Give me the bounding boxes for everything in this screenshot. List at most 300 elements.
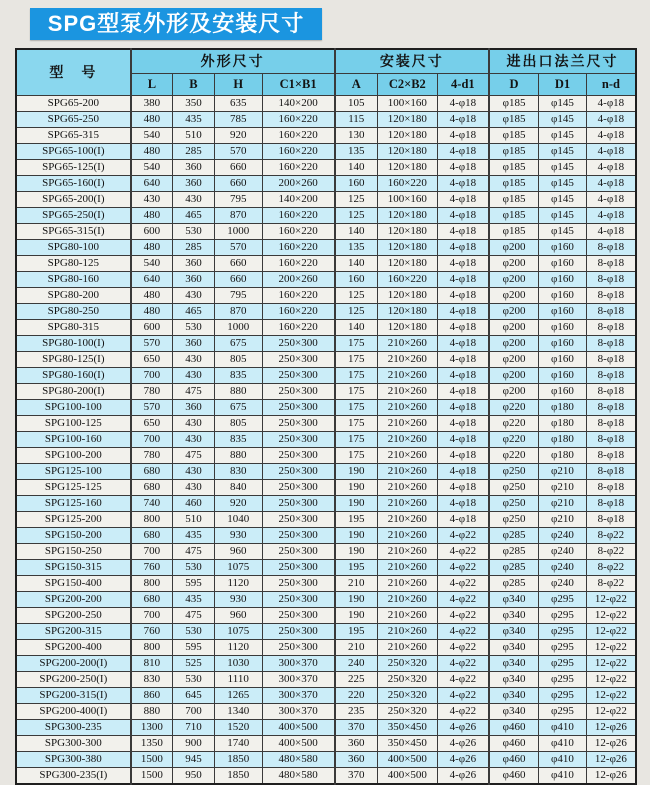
value-cell: 4-φ18 [437, 175, 489, 191]
value-cell: 880 [131, 703, 173, 719]
value-cell: 680 [131, 463, 173, 479]
table-row [16, 367, 636, 383]
value-cell: φ295 [539, 655, 587, 671]
value-cell: 700 [173, 703, 215, 719]
value-cell: 8-φ18 [586, 319, 636, 335]
table-row [16, 751, 636, 767]
value-cell: φ145 [539, 127, 587, 143]
value-cell: φ210 [539, 495, 587, 511]
value-cell: 1520 [214, 719, 262, 735]
value-cell: 4-φ22 [437, 559, 489, 575]
value-cell: 4-φ26 [437, 735, 489, 751]
table-row [16, 111, 636, 127]
value-cell: 120×180 [377, 207, 437, 223]
value-cell: φ180 [539, 399, 587, 415]
model-cell: SPG100-160 [16, 431, 131, 447]
value-cell: 210×260 [377, 591, 437, 607]
value-cell: 1850 [214, 767, 262, 784]
value-cell: 12-φ22 [586, 671, 636, 687]
value-cell: 285 [173, 239, 215, 255]
value-cell: 795 [214, 287, 262, 303]
value-cell: 300×370 [262, 671, 335, 687]
value-cell: 830 [131, 671, 173, 687]
value-cell: 540 [131, 127, 173, 143]
table-row [16, 559, 636, 575]
value-cell: 4-φ18 [586, 143, 636, 159]
value-cell: 870 [214, 303, 262, 319]
value-cell: 160×220 [377, 271, 437, 287]
value-cell: 920 [214, 495, 262, 511]
value-cell: 650 [131, 415, 173, 431]
value-cell: 835 [214, 367, 262, 383]
table-row [16, 191, 636, 207]
table-header [16, 49, 636, 95]
value-cell: 225 [335, 671, 378, 687]
value-cell: φ210 [539, 463, 587, 479]
value-cell: 4-φ18 [437, 351, 489, 367]
value-cell: φ160 [539, 319, 587, 335]
value-cell: 600 [131, 319, 173, 335]
table-body [16, 95, 636, 784]
value-cell: φ410 [539, 751, 587, 767]
value-cell: 510 [173, 127, 215, 143]
model-cell: SPG200-250 [16, 607, 131, 623]
value-cell: 210×260 [377, 415, 437, 431]
value-cell: 780 [131, 383, 173, 399]
value-cell: 8-φ18 [586, 303, 636, 319]
value-cell: 4-φ18 [586, 95, 636, 111]
value-cell: 135 [335, 143, 378, 159]
model-cell: SPG65-200(I) [16, 191, 131, 207]
value-cell: 795 [214, 191, 262, 207]
table-row [16, 351, 636, 367]
model-cell: SPG125-160 [16, 495, 131, 511]
value-cell: 4-φ18 [437, 319, 489, 335]
value-cell: 4-φ22 [437, 591, 489, 607]
value-cell: 210×260 [377, 367, 437, 383]
value-cell: 200×260 [262, 271, 335, 287]
column-header-a: A [335, 73, 378, 95]
value-cell: 125 [335, 191, 378, 207]
value-cell: 120×180 [377, 239, 437, 255]
value-cell: 115 [335, 111, 378, 127]
model-cell: SPG200-400(I) [16, 703, 131, 719]
value-cell: φ220 [489, 399, 539, 415]
value-cell: 190 [335, 479, 378, 495]
value-cell: 140 [335, 319, 378, 335]
model-cell: SPG200-400 [16, 639, 131, 655]
column-header-n-d: n-d [586, 73, 636, 95]
value-cell: 1075 [214, 623, 262, 639]
table-row [16, 543, 636, 559]
table-row [16, 271, 636, 287]
value-cell: 160×220 [262, 287, 335, 303]
value-cell: 675 [214, 399, 262, 415]
value-cell: 190 [335, 591, 378, 607]
value-cell: φ145 [539, 223, 587, 239]
value-cell: φ185 [489, 175, 539, 191]
table-row [16, 415, 636, 431]
value-cell: 250×300 [262, 575, 335, 591]
value-cell: 4-φ18 [437, 239, 489, 255]
value-cell: φ340 [489, 671, 539, 687]
value-cell: 430 [131, 191, 173, 207]
value-cell: 1000 [214, 223, 262, 239]
value-cell: 135 [335, 239, 378, 255]
value-cell: 740 [131, 495, 173, 511]
value-cell: 125 [335, 303, 378, 319]
value-cell: 1040 [214, 511, 262, 527]
value-cell: φ210 [539, 479, 587, 495]
value-cell: 800 [131, 511, 173, 527]
value-cell: φ250 [489, 495, 539, 511]
table-row [16, 495, 636, 511]
value-cell: 435 [173, 527, 215, 543]
value-cell: φ295 [539, 671, 587, 687]
column-header-d1: D1 [539, 73, 587, 95]
value-cell: 8-φ18 [586, 479, 636, 495]
value-cell: 4-φ22 [437, 671, 489, 687]
value-cell: φ220 [489, 415, 539, 431]
value-cell: φ180 [539, 431, 587, 447]
value-cell: 360 [335, 751, 378, 767]
value-cell: 700 [131, 607, 173, 623]
value-cell: 300×370 [262, 687, 335, 703]
value-cell: φ295 [539, 591, 587, 607]
value-cell: 250×320 [377, 687, 437, 703]
value-cell: φ200 [489, 367, 539, 383]
value-cell: φ160 [539, 383, 587, 399]
value-cell: 780 [131, 447, 173, 463]
value-cell: φ295 [539, 639, 587, 655]
value-cell: φ200 [489, 335, 539, 351]
value-cell: 8-φ18 [586, 383, 636, 399]
value-cell: φ145 [539, 111, 587, 127]
value-cell: 4-φ18 [586, 127, 636, 143]
value-cell: 160×220 [262, 303, 335, 319]
value-cell: 210×260 [377, 575, 437, 591]
table-row [16, 767, 636, 784]
value-cell: 960 [214, 607, 262, 623]
value-cell: 835 [214, 431, 262, 447]
value-cell: 650 [131, 351, 173, 367]
value-cell: 480 [131, 287, 173, 303]
value-cell: 4-φ22 [437, 543, 489, 559]
value-cell: 8-φ18 [586, 399, 636, 415]
value-cell: φ200 [489, 271, 539, 287]
value-cell: 210 [335, 575, 378, 591]
value-cell: 175 [335, 351, 378, 367]
value-cell: 12-φ26 [586, 767, 636, 784]
value-cell: 760 [131, 559, 173, 575]
group-header-outline-dimensions: 外形尺寸 [131, 49, 335, 73]
table-row [16, 399, 636, 415]
value-cell: 430 [173, 287, 215, 303]
value-cell: 700 [131, 431, 173, 447]
value-cell: φ145 [539, 143, 587, 159]
value-cell: 400×500 [262, 719, 335, 735]
value-cell: 360 [173, 175, 215, 191]
table-row [16, 207, 636, 223]
value-cell: 8-φ18 [586, 495, 636, 511]
value-cell: 900 [173, 735, 215, 751]
value-cell: 250×300 [262, 527, 335, 543]
value-cell: 1300 [131, 719, 173, 735]
value-cell: 12-φ22 [586, 703, 636, 719]
value-cell: φ460 [489, 751, 539, 767]
model-cell: SPG65-160(I) [16, 175, 131, 191]
value-cell: 380 [131, 95, 173, 111]
table-row [16, 511, 636, 527]
value-cell: 4-φ18 [437, 255, 489, 271]
column-header-h: H [214, 73, 262, 95]
value-cell: 4-φ18 [586, 207, 636, 223]
value-cell: 120×180 [377, 127, 437, 143]
value-cell: 160×220 [377, 175, 437, 191]
value-cell: 810 [131, 655, 173, 671]
value-cell: 640 [131, 175, 173, 191]
value-cell: 435 [173, 111, 215, 127]
value-cell: 760 [131, 623, 173, 639]
value-cell: 640 [131, 271, 173, 287]
value-cell: 4-φ18 [437, 479, 489, 495]
value-cell: φ295 [539, 687, 587, 703]
model-cell: SPG65-315(I) [16, 223, 131, 239]
value-cell: 200×260 [262, 175, 335, 191]
value-cell: 475 [173, 543, 215, 559]
model-cell: SPG300-235(I) [16, 767, 131, 784]
model-cell: SPG80-160 [16, 271, 131, 287]
value-cell: 1350 [131, 735, 173, 751]
model-cell: SPG300-235 [16, 719, 131, 735]
model-cell: SPG200-250(I) [16, 671, 131, 687]
value-cell: φ250 [489, 479, 539, 495]
value-cell: 660 [214, 159, 262, 175]
value-cell: 480×580 [262, 751, 335, 767]
value-cell: 120×180 [377, 287, 437, 303]
value-cell: φ185 [489, 111, 539, 127]
value-cell: 100×160 [377, 191, 437, 207]
value-cell: 250×300 [262, 431, 335, 447]
value-cell: φ200 [489, 303, 539, 319]
model-cell: SPG65-100(I) [16, 143, 131, 159]
value-cell: 8-φ18 [586, 255, 636, 271]
value-cell: 120×180 [377, 143, 437, 159]
value-cell: 210×260 [377, 511, 437, 527]
value-cell: 8-φ18 [586, 367, 636, 383]
table-row [16, 735, 636, 751]
model-cell: SPG80-200 [16, 287, 131, 303]
value-cell: 4-φ18 [437, 95, 489, 111]
value-cell: 350×450 [377, 735, 437, 751]
value-cell: 8-φ18 [586, 287, 636, 303]
value-cell: 4-φ18 [586, 223, 636, 239]
model-cell: SPG100-125 [16, 415, 131, 431]
value-cell: 645 [173, 687, 215, 703]
model-cell: SPG100-100 [16, 399, 131, 415]
value-cell: 175 [335, 383, 378, 399]
model-cell: SPG150-400 [16, 575, 131, 591]
value-cell: 1120 [214, 575, 262, 591]
value-cell: 4-φ18 [586, 111, 636, 127]
value-cell: 830 [214, 463, 262, 479]
value-cell: φ185 [489, 191, 539, 207]
model-cell: SPG100-200 [16, 447, 131, 463]
value-cell: 1340 [214, 703, 262, 719]
value-cell: φ240 [539, 527, 587, 543]
value-cell: 960 [214, 543, 262, 559]
value-cell: φ210 [539, 511, 587, 527]
model-cell: SPG80-315 [16, 319, 131, 335]
table-row [16, 303, 636, 319]
value-cell: 210×260 [377, 351, 437, 367]
value-cell: 250×300 [262, 495, 335, 511]
value-cell: 8-φ18 [586, 431, 636, 447]
value-cell: 235 [335, 703, 378, 719]
value-cell: φ340 [489, 607, 539, 623]
value-cell: 190 [335, 607, 378, 623]
value-cell: 130 [335, 127, 378, 143]
value-cell: 250×300 [262, 415, 335, 431]
value-cell: φ240 [539, 559, 587, 575]
value-cell: 805 [214, 415, 262, 431]
model-cell: SPG200-315 [16, 623, 131, 639]
value-cell: 4-φ18 [437, 271, 489, 287]
value-cell: 195 [335, 559, 378, 575]
value-cell: 4-φ18 [437, 463, 489, 479]
value-cell: 430 [173, 479, 215, 495]
value-cell: 4-φ22 [437, 575, 489, 591]
value-cell: 480 [131, 143, 173, 159]
value-cell: 4-φ18 [586, 191, 636, 207]
value-cell: 125 [335, 287, 378, 303]
value-cell: 4-φ18 [437, 367, 489, 383]
value-cell: 4-φ18 [437, 191, 489, 207]
value-cell: 930 [214, 591, 262, 607]
value-cell: 700 [131, 367, 173, 383]
value-cell: 12-φ22 [586, 607, 636, 623]
table-row [16, 527, 636, 543]
value-cell: φ340 [489, 591, 539, 607]
table-row [16, 623, 636, 639]
model-cell: SPG80-100 [16, 239, 131, 255]
value-cell: 1500 [131, 751, 173, 767]
value-cell: 360 [173, 399, 215, 415]
value-cell: 530 [173, 319, 215, 335]
column-header-c1-b1: C1×B1 [262, 73, 335, 95]
value-cell: 4-φ18 [437, 303, 489, 319]
value-cell: 250×300 [262, 351, 335, 367]
value-cell: 570 [131, 399, 173, 415]
value-cell: φ200 [489, 351, 539, 367]
value-cell: 240 [335, 655, 378, 671]
value-cell: 570 [214, 239, 262, 255]
table-row [16, 143, 636, 159]
value-cell: φ285 [489, 575, 539, 591]
value-cell: 175 [335, 431, 378, 447]
value-cell: 945 [173, 751, 215, 767]
value-cell: 160×220 [262, 255, 335, 271]
value-cell: φ240 [539, 575, 587, 591]
value-cell: 160×220 [262, 111, 335, 127]
table-row [16, 127, 636, 143]
value-cell: 860 [131, 687, 173, 703]
value-cell: 785 [214, 111, 262, 127]
value-cell: φ160 [539, 351, 587, 367]
value-cell: φ340 [489, 687, 539, 703]
value-cell: 540 [131, 255, 173, 271]
value-cell: 8-φ18 [586, 511, 636, 527]
value-cell: 4-φ22 [437, 623, 489, 639]
value-cell: 510 [173, 511, 215, 527]
value-cell: 140×200 [262, 191, 335, 207]
table-row [16, 319, 636, 335]
value-cell: 360 [173, 335, 215, 351]
value-cell: φ200 [489, 319, 539, 335]
value-cell: 12-φ22 [586, 639, 636, 655]
value-cell: 570 [131, 335, 173, 351]
value-cell: φ200 [489, 287, 539, 303]
value-cell: φ160 [539, 335, 587, 351]
value-cell: 4-φ22 [437, 639, 489, 655]
value-cell: 1110 [214, 671, 262, 687]
value-cell: φ180 [539, 447, 587, 463]
value-cell: 4-φ26 [437, 767, 489, 784]
value-cell: 710 [173, 719, 215, 735]
value-cell: 210×260 [377, 431, 437, 447]
value-cell: 4-φ22 [437, 687, 489, 703]
value-cell: 250×300 [262, 447, 335, 463]
value-cell: 350 [173, 95, 215, 111]
value-cell: 660 [214, 175, 262, 191]
value-cell: 430 [173, 431, 215, 447]
value-cell: φ160 [539, 255, 587, 271]
value-cell: 120×180 [377, 319, 437, 335]
model-cell: SPG300-300 [16, 735, 131, 751]
value-cell: 4-φ18 [437, 447, 489, 463]
value-cell: φ200 [489, 239, 539, 255]
value-cell: 530 [173, 623, 215, 639]
value-cell: 430 [173, 351, 215, 367]
value-cell: 285 [173, 143, 215, 159]
value-cell: 140×200 [262, 95, 335, 111]
group-header-row [16, 49, 636, 73]
value-cell: 525 [173, 655, 215, 671]
value-cell: 210×260 [377, 639, 437, 655]
value-cell: φ295 [539, 623, 587, 639]
value-cell: 480×580 [262, 767, 335, 784]
value-cell: 675 [214, 335, 262, 351]
value-cell: 140 [335, 159, 378, 175]
value-cell: 435 [173, 591, 215, 607]
value-cell: 250×320 [377, 655, 437, 671]
table-row [16, 639, 636, 655]
value-cell: 4-φ18 [437, 415, 489, 431]
value-cell: 210×260 [377, 607, 437, 623]
table-row [16, 463, 636, 479]
value-cell: 175 [335, 367, 378, 383]
value-cell: 4-φ18 [437, 127, 489, 143]
value-cell: 800 [131, 575, 173, 591]
value-cell: 465 [173, 207, 215, 223]
value-cell: 400×500 [377, 751, 437, 767]
value-cell: 465 [173, 303, 215, 319]
table-row [16, 447, 636, 463]
value-cell: 8-φ22 [586, 575, 636, 591]
value-cell: 4-φ18 [437, 335, 489, 351]
value-cell: 530 [173, 223, 215, 239]
value-cell: 8-φ18 [586, 335, 636, 351]
